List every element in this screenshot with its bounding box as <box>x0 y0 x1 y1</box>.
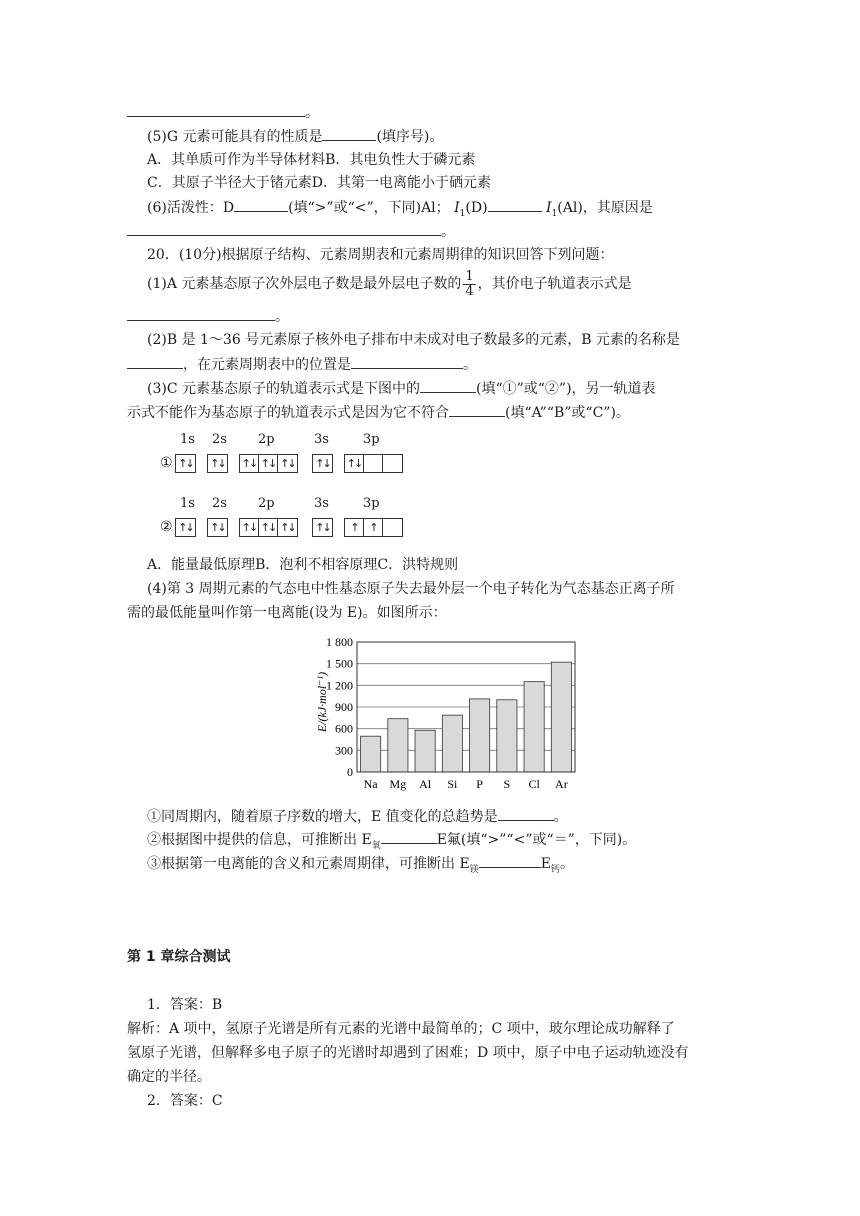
orbital-box-3s <box>312 518 333 537</box>
x-tick-label: Mg <box>389 777 407 791</box>
answer-blank[interactable] <box>381 829 437 844</box>
p2-text: (2)B 是 1～36 号元素原子核外电子排布中未成对电子数最多的元素，B 元素的名称是 <box>147 332 680 348</box>
subscript: 1 <box>459 208 466 219</box>
orbital-box-2s <box>207 454 228 473</box>
electron-cell: ↑↓ <box>240 455 259 472</box>
answer-1-text: 1．答案：B <box>147 997 223 1013</box>
q19-part5 <box>147 126 443 147</box>
electron-cell: ↑↓ <box>315 521 330 534</box>
diagram-marker-2: ② <box>160 519 173 535</box>
q20-part2-cont <box>127 354 477 375</box>
answer-1 <box>147 995 222 1015</box>
orbital-box-1s <box>175 518 196 537</box>
electron-cell <box>383 519 402 536</box>
answer-blank[interactable] <box>449 402 505 417</box>
electron-cell: ↑↓ <box>178 521 193 534</box>
q20-p1-blank-line <box>127 306 289 327</box>
y-tick-label: 900 <box>335 700 353 714</box>
x-tick-label: Ar <box>555 777 568 791</box>
x-tick-label: P <box>476 777 483 791</box>
q20-intro-text: 20．(10分)根据原子结构、元素周期表和元素周期律的知识回答下列问题： <box>147 247 614 263</box>
p1-text: (1)A 元素基态原子次外层电子数是最外层电子数的 <box>147 276 462 292</box>
orbital-box-2p <box>239 518 298 537</box>
fraction-denominator: 4 <box>465 283 474 299</box>
explanation-text: 氢原子光谱，但解释多电子原子的光谱时却遇到了困难；D 项中，原子中电子运动轨迹没有 <box>127 1045 689 1061</box>
option-c: C．洪特规则 <box>377 557 459 573</box>
answer-1-explanation-1 <box>127 1019 675 1039</box>
p3-text-c: 示式不能作为基态原子的轨道表示式是因为它不符合 <box>127 405 449 421</box>
orbital-label-3s: 3s <box>314 496 329 511</box>
bar-ar <box>551 662 571 772</box>
punctuation: 。 <box>441 224 455 240</box>
q5-text: (5)G 元素可能具有的性质是 <box>147 129 323 145</box>
energy-symbol: E <box>540 856 551 872</box>
ionization-energy-chart <box>300 632 590 794</box>
electron-cell: ↑↓ <box>280 457 295 470</box>
explanation-text: 确定的半径。 <box>127 1069 211 1085</box>
answer-blank[interactable] <box>127 221 441 236</box>
orbital-label-3p: 3p <box>363 432 380 447</box>
q20-part4-cont <box>127 603 447 623</box>
electron-cell: ↑↓ <box>240 519 259 536</box>
electron-cell: ↑↓ <box>210 457 225 470</box>
q20-part3-cont <box>127 402 630 423</box>
orbital-label-2s: 2s <box>212 496 227 511</box>
electron-cell: ↑↓ <box>210 521 225 534</box>
electron-cell: ↑↓ <box>178 457 193 470</box>
answer-blank[interactable] <box>488 197 542 212</box>
answer-1-explanation-2 <box>127 1043 689 1063</box>
x-tick-label: Cl <box>528 777 540 791</box>
q20-part4 <box>147 579 675 599</box>
q6-text-b: (填“>”或“<”，下同)Al； <box>288 200 450 216</box>
punctuation: 。 <box>553 809 568 825</box>
answer-blank[interactable] <box>127 354 183 369</box>
q19-part6 <box>147 197 653 224</box>
option-a: A．能量最低原理 <box>147 557 256 573</box>
x-tick-label: Al <box>419 777 432 791</box>
orbital-label-3p: 3p <box>363 496 380 511</box>
q6-text-d: (Al)，其原因是 <box>557 200 653 216</box>
punctuation: 。 <box>463 357 477 373</box>
bar-si <box>442 715 462 772</box>
subscript: 氧 <box>371 840 381 851</box>
q20-4-3 <box>147 853 574 880</box>
q19-options-cd <box>147 173 491 193</box>
electron-cell <box>364 455 383 472</box>
bar-al <box>415 730 435 772</box>
answer-1-explanation-3 <box>127 1067 211 1087</box>
q4-2-text-c: 氟(填“>”“<”或“＝”，下同)。 <box>446 832 637 848</box>
p3-text: (3)C 元素基态原子的轨道表示式是下图中的 <box>147 381 420 397</box>
option-d: D．其第一电离能小于硒元素 <box>311 175 491 191</box>
orbital-box-2p <box>239 454 298 473</box>
fraction-one-quarter <box>463 270 475 299</box>
q20-part2 <box>147 330 680 350</box>
q4-3-text: ③根据第一电离能的含义和元素周期律，可推断出 E <box>147 856 470 872</box>
answer-2 <box>147 1091 223 1111</box>
answer-blank[interactable] <box>351 354 463 369</box>
answer-blank[interactable] <box>127 306 275 321</box>
answer-blank[interactable] <box>420 378 476 393</box>
blank-line-top <box>127 102 319 123</box>
explanation-text: 解析：A 项中，氢原子光谱是所有元素的光谱中最简单的；C 项中，玻尔理论成功解释了 <box>127 1021 675 1037</box>
p2-text-b: ，在元素周期表中的位置是 <box>183 357 351 373</box>
answer-blank[interactable] <box>322 126 376 141</box>
q4-2-text: ②根据图中提供的信息，可推断出 E <box>147 832 372 848</box>
q6-text: (6)活泼性：D <box>147 200 235 216</box>
option-b: B．其电负性大于磷元素 <box>325 152 476 168</box>
orbital-label-2p: 2p <box>258 432 275 447</box>
y-tick-label: 1 200 <box>326 678 353 693</box>
option-a: A．其单质可作为半导体材料 <box>147 152 326 168</box>
q20-part1 <box>147 269 632 299</box>
q20-4-2 <box>147 829 636 856</box>
orbital-box-3p <box>344 518 403 537</box>
q20-intro <box>147 245 614 265</box>
punctuation: 。 <box>275 309 289 325</box>
p3-text-d: (填“A”“B”或“C”)。 <box>505 405 630 421</box>
orbital-label-2p: 2p <box>258 496 275 511</box>
q4-1-text: ①同周期内，随着原子序数的增大，E 值变化的总趋势是 <box>147 809 498 825</box>
q19-reason-line <box>127 221 455 242</box>
orbital-box-3p <box>344 454 403 473</box>
electron-cell: ↑ <box>364 519 383 536</box>
answer-blank[interactable] <box>479 853 541 868</box>
p4-text: (4)第 3 周期元素的气态电中性基态原子失去最外层一个电子转化为气态基态正离子所 <box>147 581 675 597</box>
diagram-marker-1: ① <box>160 455 173 471</box>
electron-cell <box>383 455 402 472</box>
y-tick-label: 600 <box>335 721 353 736</box>
punctuation: 。 <box>559 856 574 872</box>
q20-part3 <box>147 378 656 399</box>
option-c: C．其原子半径大于锗元素 <box>147 175 312 191</box>
x-tick-label: Si <box>447 777 458 791</box>
chart-ylabel: E/(kJ·mol⁻¹) <box>315 671 329 733</box>
q6-text-c: (D) <box>465 200 488 216</box>
fraction-numerator: 1 <box>465 268 474 284</box>
answer-blank[interactable] <box>234 197 288 212</box>
q20-part3-options <box>147 555 458 575</box>
electron-cell: ↑ <box>345 519 364 536</box>
energy-symbol: E <box>436 832 447 848</box>
answer-blank[interactable] <box>498 806 554 821</box>
punctuation: 。 <box>305 105 319 121</box>
subscript: 1 <box>551 208 558 219</box>
y-tick-label: 1 500 <box>326 656 353 671</box>
p4-text-b: 需的最低能量叫作第一电离能(设为 E)。如图所示： <box>127 605 447 621</box>
section-heading: 第 1 章综合测试 <box>127 949 231 965</box>
electron-cell: ↑↓ <box>280 521 295 534</box>
bar-p <box>470 699 490 772</box>
orbital-label-1s: 1s <box>180 432 195 447</box>
answer-blank[interactable] <box>127 102 305 117</box>
ionization-symbol: I <box>546 200 552 216</box>
orbital-label-1s: 1s <box>180 496 195 511</box>
q5-text-tail: (填序号)。 <box>376 129 444 145</box>
electron-cell: ↑↓ <box>315 457 330 470</box>
y-tick-label: 300 <box>335 743 353 758</box>
bar-s <box>497 700 517 772</box>
electron-cell: ↑↓ <box>259 455 278 472</box>
subscript: 镁 <box>469 864 479 875</box>
orbital-box-3s <box>312 454 333 473</box>
p3-text-b: (填“①”或“②”)，另一轨道表 <box>476 381 656 397</box>
bar-na <box>361 736 381 772</box>
q19-options-ab <box>147 150 475 170</box>
y-tick-label: 1 800 <box>326 635 353 649</box>
orbital-box-1s <box>175 454 196 473</box>
x-tick-label: S <box>503 777 511 791</box>
orbital-box-2s <box>207 518 228 537</box>
electron-cell: ↑↓ <box>345 455 364 472</box>
orbital-label-3s: 3s <box>314 432 329 447</box>
orbital-label-2s: 2s <box>212 432 227 447</box>
answer-2-text: 2．答案：C <box>147 1093 223 1109</box>
bar-mg <box>388 719 408 772</box>
y-tick-label: 0 <box>347 765 353 779</box>
ionization-symbol: I <box>454 200 460 216</box>
electron-cell: ↑↓ <box>259 519 278 536</box>
option-b: B．泡利不相容原理 <box>255 557 378 573</box>
q20-4-1 <box>147 806 568 827</box>
bar-cl <box>524 682 544 772</box>
subscript: 钙 <box>550 864 560 875</box>
x-tick-label: Na <box>363 777 378 791</box>
p1-text-b: ，其价电子轨道表示式是 <box>477 276 632 292</box>
